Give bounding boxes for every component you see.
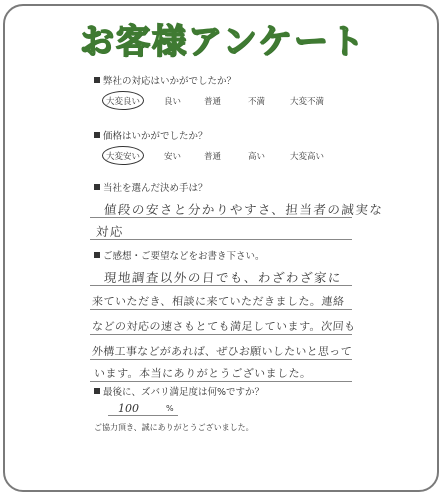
square-bullet-icon (94, 132, 100, 138)
answer-4-line-3: などの対応の速さもとても満足しています。次回も (91, 320, 357, 333)
answer-4-line-2: 来ていただき、相談に来ていただきました。連絡 (91, 295, 345, 308)
question-3-label: 当社を選んだ決め手は？ (94, 180, 208, 194)
q2-option-expensive[interactable]: 高い (248, 152, 266, 162)
answer-4-line-4: 外構工事などがあれば、ぜひお願いしたいと思って (91, 345, 353, 358)
answer-rule (90, 359, 352, 360)
q1-option-unsatisfied[interactable]: 不満 (248, 97, 266, 107)
q1-option-very-unsatisfied[interactable]: 大変不満 (290, 97, 325, 107)
question-1-label: 弊社の対応はいかがでしたか？ (94, 73, 236, 87)
answer-rule (90, 309, 352, 310)
q2-option-cheap[interactable]: 安い (164, 152, 182, 162)
square-bullet-icon (94, 77, 100, 83)
answer-rule (90, 334, 352, 335)
answer-rule (90, 239, 352, 240)
question-5-label: 最後に、ズバリ満足度は何%ですか？ (94, 384, 264, 398)
q2-option-very-expensive[interactable]: 大変高い (290, 152, 325, 162)
square-bullet-icon (94, 184, 100, 190)
answer-rule (90, 285, 352, 286)
answer-4-line-1: 現地調査以外の日でも、わざわざ家に (103, 270, 343, 285)
satisfaction-rule (108, 415, 178, 416)
question-4-label: ご感想・ご要望などをお書き下さい。 (94, 248, 265, 262)
q1-option-average[interactable]: 普通 (204, 97, 222, 107)
square-bullet-icon (94, 388, 100, 394)
survey-title: お客様アンケート (80, 22, 366, 62)
answer-rule (90, 217, 352, 218)
q2-option-very-cheap[interactable]: 大変安い (106, 152, 141, 162)
q1-option-very-good[interactable]: 大変良い (106, 97, 141, 107)
question-2-label: 価格はいかがでしたか？ (94, 128, 208, 142)
q2-option-average[interactable]: 普通 (204, 152, 222, 162)
square-bullet-icon (94, 252, 100, 258)
satisfaction-unit: % (166, 404, 174, 413)
q1-option-good[interactable]: 良い (164, 97, 182, 107)
answer-4-line-5: います。本当にありがとうございました。 (93, 367, 313, 380)
satisfaction-value: 100 (118, 402, 139, 415)
answer-rule (90, 381, 352, 382)
thank-you-footer: ご協力頂き、誠にありがとうございました。 (94, 423, 254, 432)
answer-3-line-2: 対応 (95, 224, 125, 239)
answer-3-line-1: 値段の安さと分かりやすさ、担当者の誠実な (103, 202, 385, 217)
